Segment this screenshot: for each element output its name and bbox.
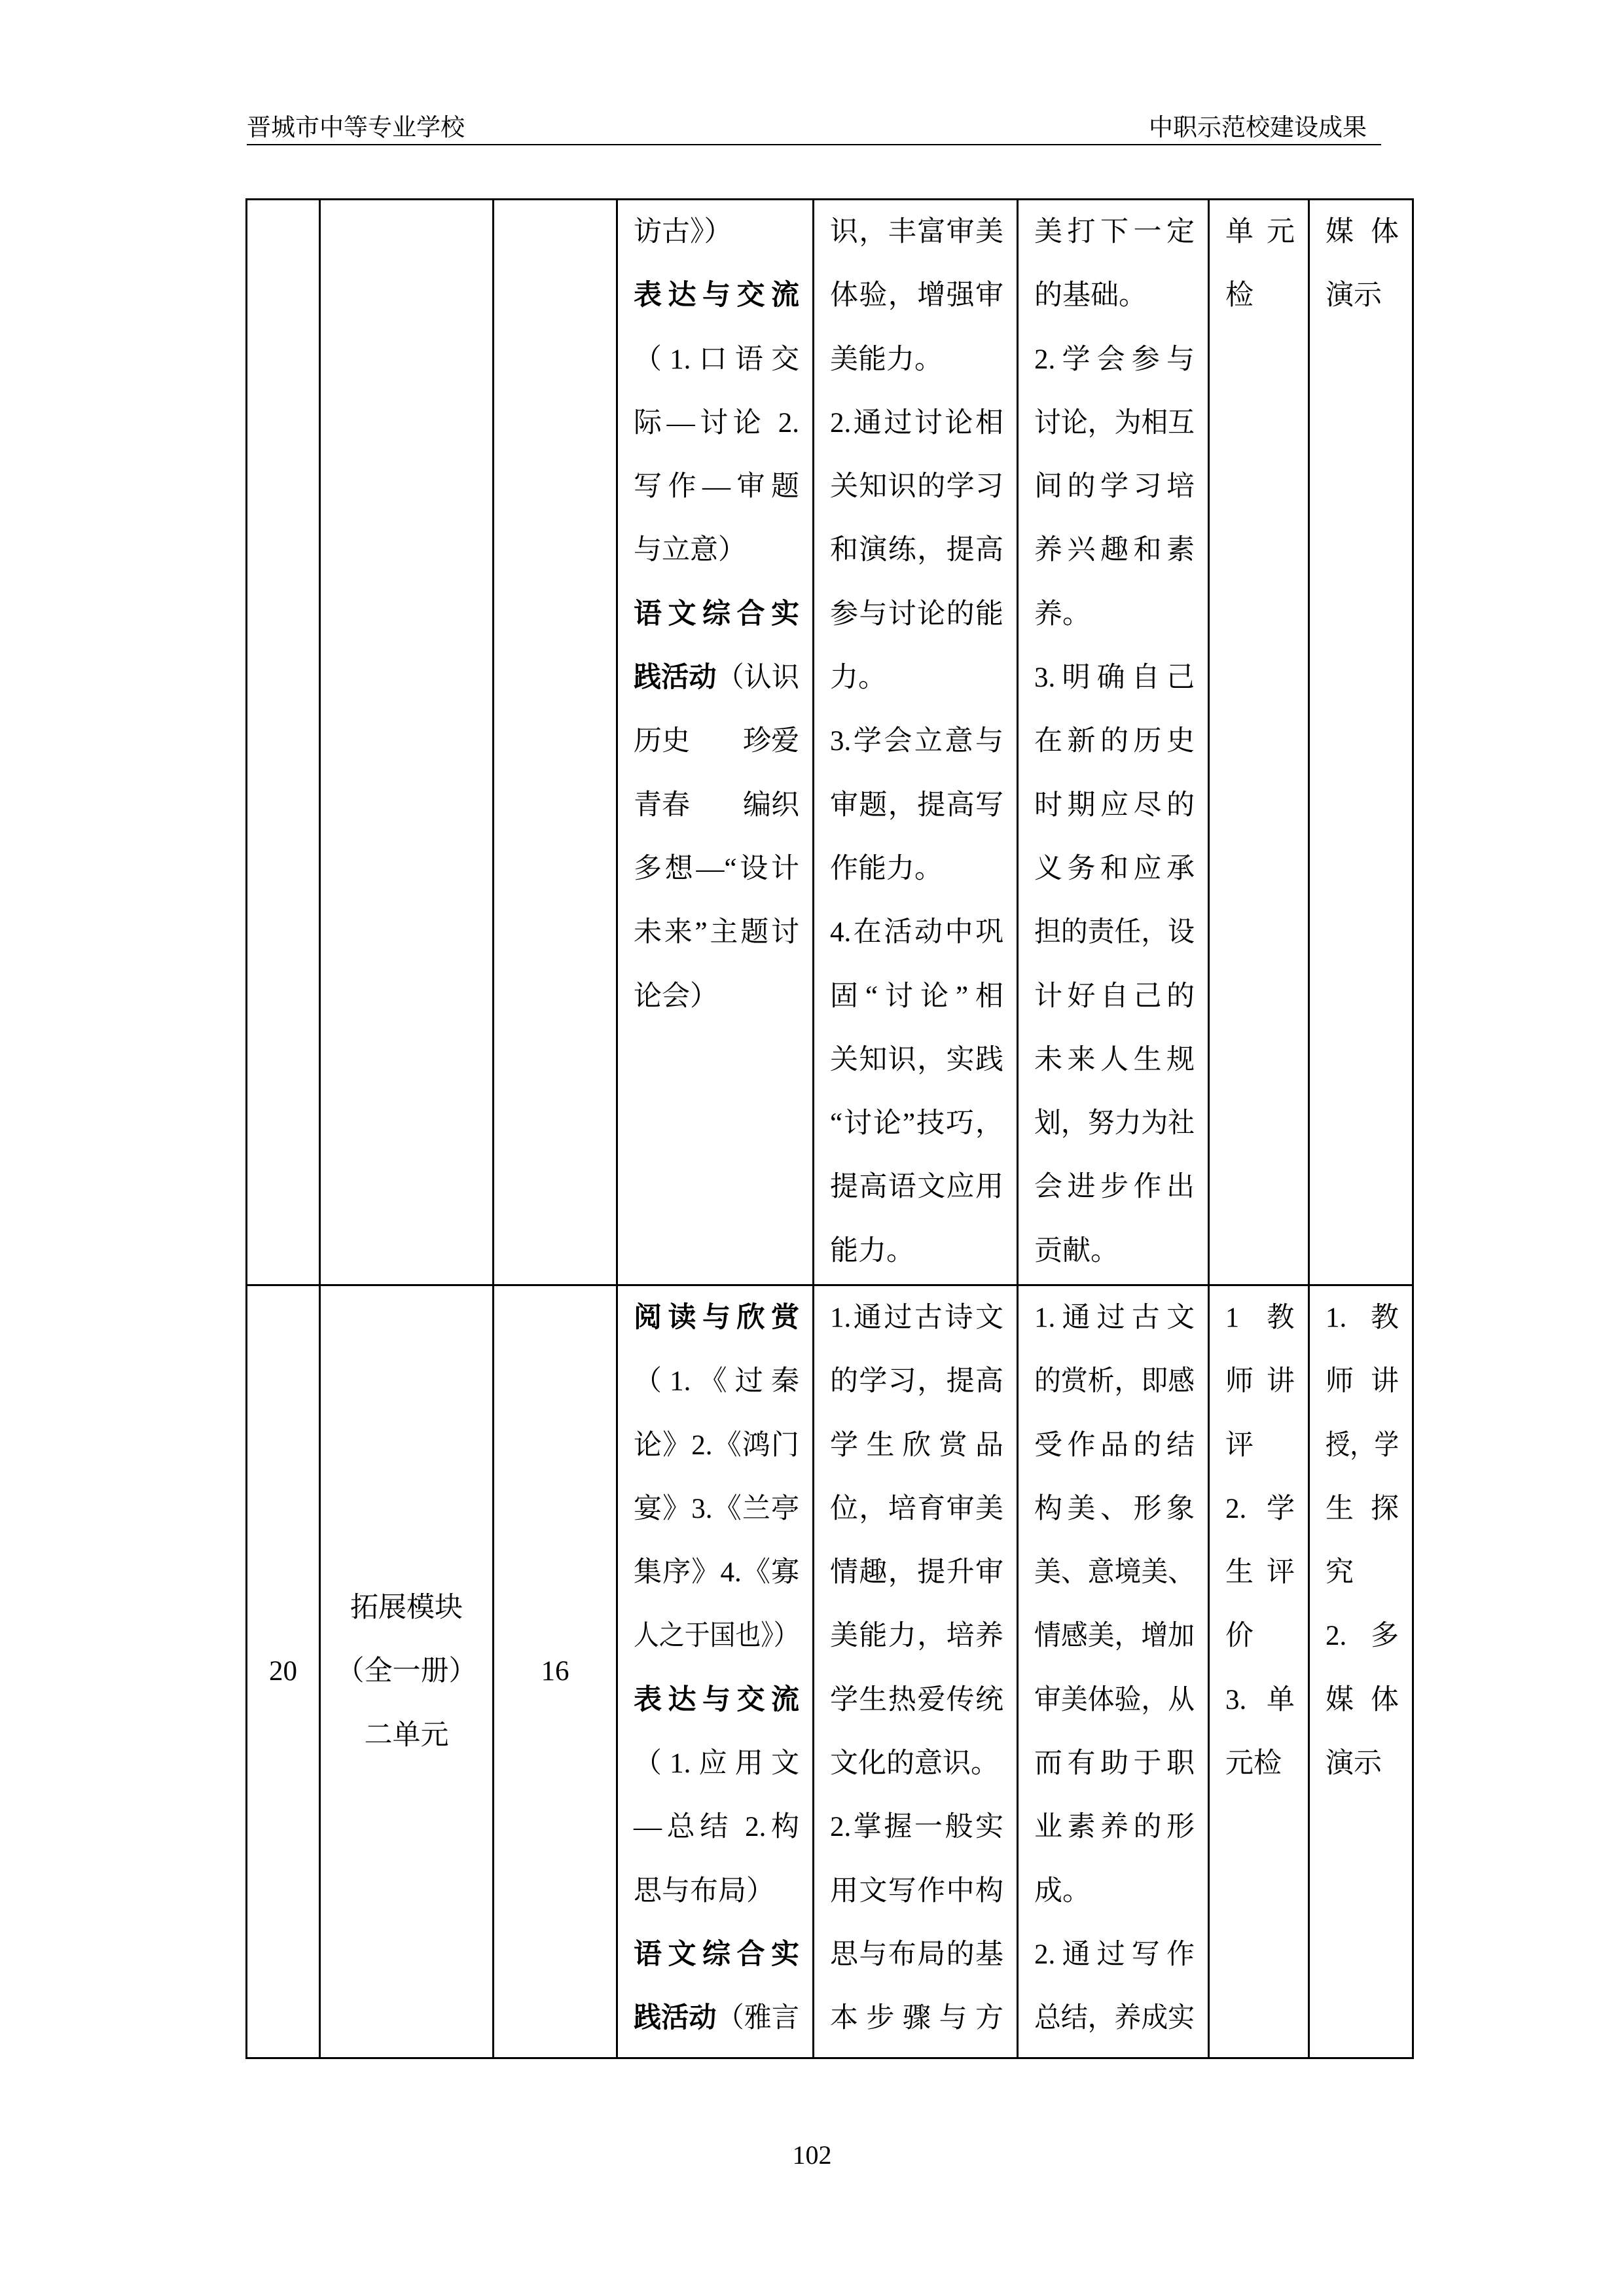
text-line: 文化的意识。 <box>830 1748 999 1780</box>
continued-row-module-cell <box>321 200 494 1286</box>
header-school-name: 晋城市中等专业学校 <box>247 115 465 141</box>
text-line: 在新的历史 <box>1034 726 1195 757</box>
text-line: 媒体 <box>1326 1684 1399 1715</box>
text-line: 3.学会立意与 <box>830 726 1003 757</box>
row-20-ability-goals-cell <box>814 1286 1019 2059</box>
continued-row-hours-cell <box>494 200 618 1286</box>
text-line <box>634 1986 799 2050</box>
text-line: 识，丰富审美 <box>830 217 1003 247</box>
text-line: 担的责任，设 <box>1034 917 1195 948</box>
text-line: 的学习，提高 <box>830 1366 1003 1397</box>
text-line: 论》2.《鸿门 <box>634 1429 799 1461</box>
bold-heading-text: 语文综合实 <box>634 1939 799 1970</box>
text-line: 义务和应承 <box>1034 853 1195 884</box>
text-line: 单元 <box>1225 217 1295 247</box>
text-line: 情趣，提升审 <box>830 1557 1003 1588</box>
text-line: 元检 <box>1225 1748 1282 1780</box>
text-line: 美打下一定 <box>1034 217 1195 247</box>
text-line: 受作品的结 <box>1034 1429 1195 1461</box>
text-line: 2.通过写作 <box>1034 1939 1195 1970</box>
text-line <box>634 1286 799 1350</box>
text-line: 力。 <box>830 662 886 694</box>
text-line: 讨论，为相互 <box>1034 407 1195 439</box>
text-line: 思与布局的基 <box>830 1939 1003 1970</box>
row-20-hours-cell <box>494 1286 618 2059</box>
text-line: 拓展模块 <box>350 1592 463 1624</box>
text-line: 间的学习培 <box>1034 471 1195 503</box>
row-20-teaching-method-cell <box>1310 1286 1414 2059</box>
continued-row-assessment-cell <box>1210 200 1310 1286</box>
text-line: 美能力，培养 <box>830 1621 1003 1652</box>
text-line: 美、意境美、 <box>1034 1557 1195 1588</box>
text-line: 参与讨论的能 <box>830 598 1003 630</box>
text-line: 授，学 <box>1326 1429 1399 1461</box>
text-line: （1.《过秦 <box>634 1366 799 1397</box>
text-line: 二单元 <box>364 1719 449 1751</box>
text-line: 演示 <box>1326 280 1382 312</box>
text-line: 计好自己的 <box>1034 980 1195 1012</box>
text-line: 集序》4.《寡 <box>634 1557 799 1588</box>
text-line: 的基础。 <box>1034 280 1147 312</box>
text-line: 检 <box>1225 280 1254 312</box>
text-line: 养兴趣和素 <box>1034 535 1195 566</box>
text-line <box>634 646 799 709</box>
text-line: （1.口语交 <box>634 344 799 375</box>
text-line: 评 <box>1225 1429 1254 1461</box>
text-line: 关知识的学习 <box>830 471 1003 503</box>
text-line: 会进步作出 <box>1034 1172 1195 1203</box>
text-line: 用文写作中构 <box>830 1875 1003 1907</box>
text-line: 媒体 <box>1326 217 1399 247</box>
text-line: 人之于国也》） <box>634 1621 799 1652</box>
text-line: 3.单 <box>1225 1684 1295 1715</box>
bold-heading-text: 阅读与欣赏 <box>634 1302 799 1333</box>
text-line: 1.通过古诗文 <box>830 1302 1003 1333</box>
text-line: 1 教 <box>1225 1302 1295 1333</box>
text-line: 未来人生规 <box>1034 1044 1195 1075</box>
text-line: 体验，增强审 <box>830 280 1003 312</box>
text-line: 写作—审题 <box>634 471 799 503</box>
text-line: 2.学 <box>1225 1493 1295 1524</box>
text-line: 与立意） <box>634 535 746 566</box>
text-line: 演示 <box>1326 1748 1382 1780</box>
text-line: 提高语文应用 <box>830 1172 1003 1203</box>
page-number: 102 <box>792 2140 832 2170</box>
text-line: 位，培育审美 <box>830 1493 1003 1524</box>
curriculum-table <box>245 198 1414 2059</box>
text-line: 学生欣赏品 <box>830 1429 1003 1461</box>
text-line <box>634 583 799 646</box>
text-line: 1.通过古文 <box>1034 1302 1195 1333</box>
text-line: 访古》） <box>634 217 732 247</box>
text-line: 20 <box>269 1656 297 1687</box>
text-line: 本步骤与方 <box>830 2003 1003 2034</box>
text-line: 总结，养成实 <box>1034 2003 1195 2034</box>
page-header <box>247 113 1381 145</box>
bold-heading-text: 践活动 <box>634 662 717 694</box>
text-line: 而有助于职 <box>1034 1748 1195 1780</box>
text-line: 作能力。 <box>830 853 943 884</box>
continued-row-ability-goals-cell <box>814 200 1019 1286</box>
text-line: 固“讨论”相 <box>830 980 1003 1012</box>
continued-row-teaching-method-cell <box>1310 200 1414 1286</box>
text-line: 贡献。 <box>1034 1235 1119 1266</box>
text-line: 1.教 <box>1326 1302 1399 1333</box>
text-line: 价 <box>1225 1621 1254 1652</box>
text-line: 生评 <box>1225 1557 1295 1588</box>
row-20-module-cell <box>321 1286 494 2059</box>
text-line <box>634 1668 799 1732</box>
text-line: 际—讨论 2. <box>634 407 799 439</box>
text-line: 究 <box>1326 1557 1354 1588</box>
text-line: 审题，提高写 <box>830 789 1003 821</box>
row-20-assessment-cell <box>1210 1286 1310 2059</box>
text-line: 关知识，实践 <box>830 1044 1003 1075</box>
text-line: 4.在活动中巩 <box>830 917 1003 948</box>
text-line: 业素养的形 <box>1034 1812 1195 1843</box>
text-segment: （认识 <box>716 662 799 694</box>
continued-row-index-cell <box>247 200 321 1286</box>
text-line: 2.学会参与 <box>1034 344 1195 375</box>
row-20-content-cell <box>618 1286 814 2059</box>
text-line: —总结 2.构 <box>634 1812 799 1843</box>
text-line: 2.通过讨论相 <box>830 407 1003 439</box>
text-line: 青春 编织 <box>634 789 799 821</box>
text-line <box>634 1923 799 1986</box>
text-line: 情感美，增加 <box>1034 1621 1195 1652</box>
text-line: 师讲 <box>1225 1366 1295 1397</box>
text-line: 审美体验，从 <box>1034 1684 1195 1715</box>
text-line: 多想—“设计 <box>634 853 799 884</box>
text-line: “讨论”技巧， <box>830 1108 1003 1139</box>
text-line: （1.应用文 <box>634 1748 799 1780</box>
bold-heading-text: 践活动 <box>634 2003 717 2034</box>
text-line: 未来”主题讨 <box>634 917 799 948</box>
text-line <box>634 264 799 327</box>
text-line: 的赏析，即感 <box>1034 1366 1195 1397</box>
text-line: 思与布局） <box>634 1875 774 1907</box>
text-line: 和演练，提高 <box>830 535 1003 566</box>
text-line: 时期应尽的 <box>1034 789 1195 821</box>
text-line: 2.多 <box>1326 1621 1399 1652</box>
text-line: 生探 <box>1326 1493 1399 1524</box>
text-segment: （雅言 <box>716 2003 799 2034</box>
text-line: 师讲 <box>1326 1366 1399 1397</box>
text-line: 宴》3.《兰亭 <box>634 1493 799 1524</box>
continued-row-literacy-goals-cell <box>1019 200 1210 1286</box>
text-line: 16 <box>541 1656 569 1687</box>
text-line: 3.明确自己 <box>1034 662 1195 694</box>
text-line: （全一册） <box>336 1656 477 1687</box>
text-line: 2.掌握一般实 <box>830 1812 1003 1843</box>
bold-heading-text: 语文综合实 <box>634 598 799 630</box>
continued-row-content-cell <box>618 200 814 1286</box>
text-line: 划，努力为社 <box>1034 1108 1195 1139</box>
text-line: 养。 <box>1034 598 1091 630</box>
bold-heading-text: 表达与交流 <box>634 1684 799 1715</box>
header-document-title: 中职示范校建设成果 <box>1149 115 1367 141</box>
text-line: 能力。 <box>830 1235 914 1266</box>
row-20-literacy-goals-cell <box>1019 1286 1210 2059</box>
row-20-index-cell <box>247 1286 321 2059</box>
text-line: 学生热爱传统 <box>830 1684 1003 1715</box>
bold-heading-text: 表达与交流 <box>634 280 799 312</box>
text-line: 美能力。 <box>830 344 943 375</box>
text-line: 构美、形象 <box>1034 1493 1195 1524</box>
text-line: 历史 珍爱 <box>634 726 799 757</box>
text-line: 成。 <box>1034 1875 1091 1907</box>
text-line: 论会） <box>634 980 718 1012</box>
